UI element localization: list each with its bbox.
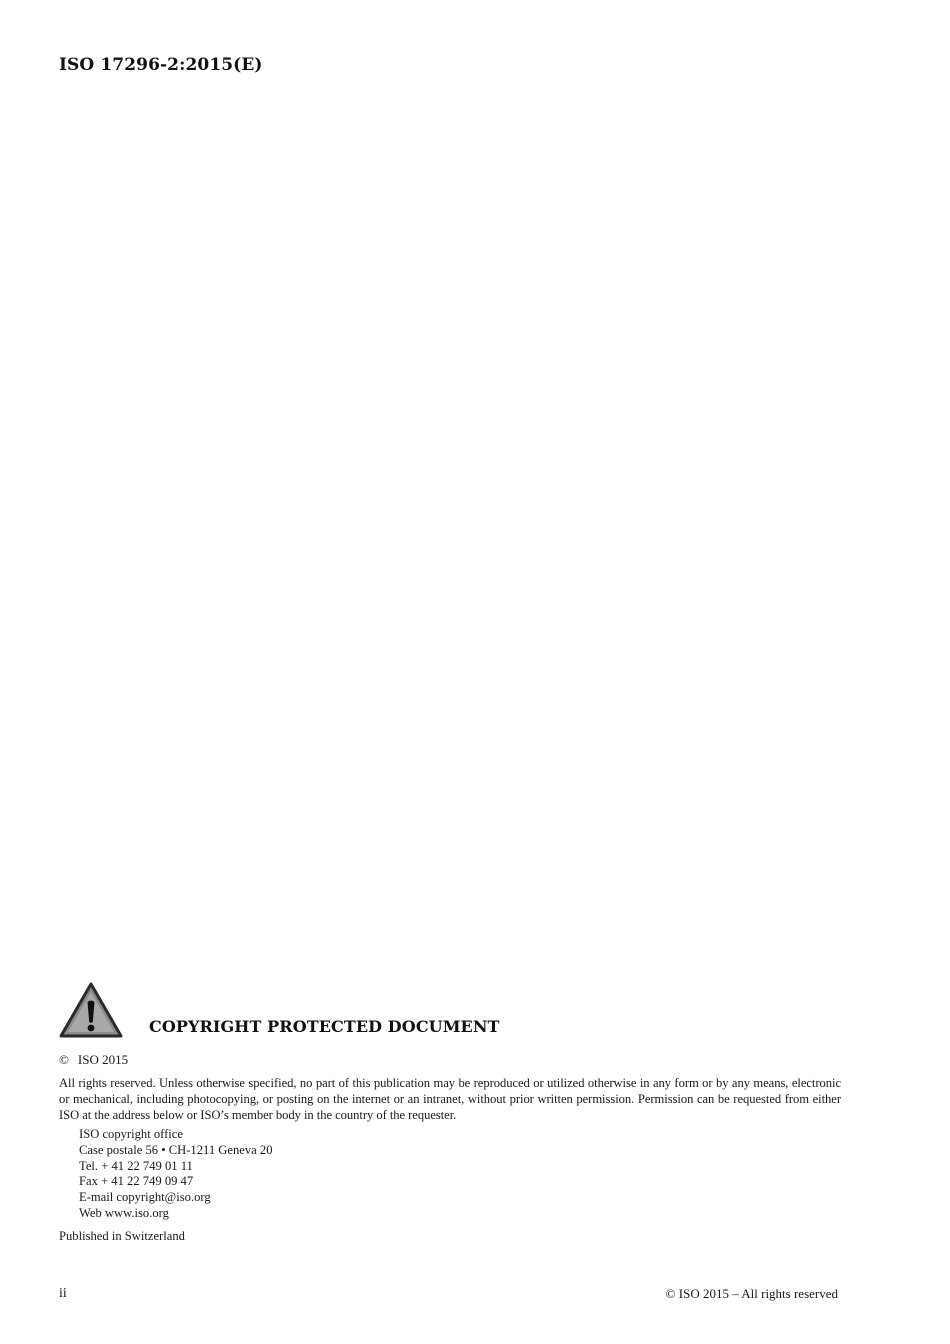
copyright-notice-block [59,980,841,1244]
copyright-office-address [79,1127,841,1222]
copyright-heading-row [59,980,841,1038]
address-line-postal: Case postale 56 • CH-1211 Geneva 20 [79,1142,273,1157]
copyright-title: COPYRIGHT PROTECTED DOCUMENT [149,1017,500,1036]
address-line-office: ISO copyright office [79,1127,183,1141]
copyright-symbol: © [59,1052,69,1067]
address-line-tel: Tel. + 41 22 749 01 11 [79,1158,193,1173]
published-location: Published in Switzerland [59,1228,185,1243]
copyright-year-line [59,1052,841,1068]
page-number: ii [59,1286,67,1301]
address-line-fax: Fax + 41 22 749 09 47 [79,1174,194,1189]
document-id-header: ISO 17296-2:2015(E) [59,55,263,75]
address-line-web: Web www.iso.org [79,1205,169,1220]
address-line-email: E-mail copyright@iso.org [79,1190,211,1205]
copyright-year: ISO 2015 [77,1052,129,1067]
footer-copyright: © ISO 2015 – All rights reserved [665,1286,838,1301]
warning-triangle-icon [59,982,123,1038]
rights-reserved-text: All rights reserved. Unless otherwise specified, no part of this publication may be reproduced or utilized otherwise in any form or by any means, electronic or mechanical, including photocopying, or posting on the internet or an intranet, without prior written permission. Permission can be requested from either ISO at the address below or ISO’s member body in the country of the requester. [59,1076,841,1122]
